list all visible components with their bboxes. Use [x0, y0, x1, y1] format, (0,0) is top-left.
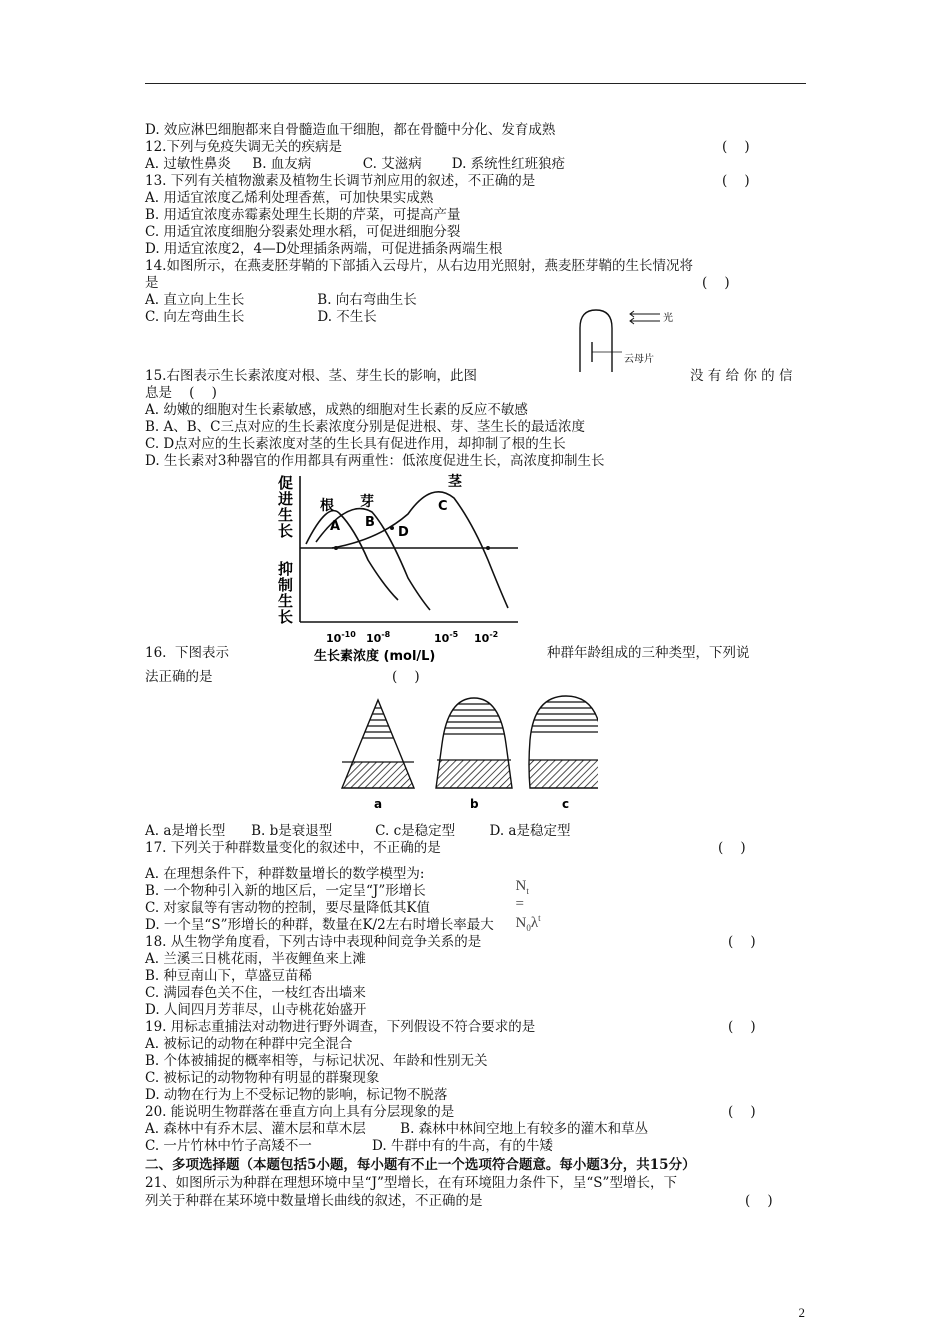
text-line-q15b: 息是 ( ): [145, 385, 217, 401]
text-line-sec2: 二、多项选择题（本题包括5小题，每小题有不止一个选项符合题意。每小题3分，共15分）: [145, 1157, 696, 1173]
text-line-q15C: C. D点对应的生长素浓度对茎的生长具有促进作用，却抑制了根的生长: [145, 436, 566, 452]
text-line-q17a: A. 在理想条件下，种群数量增长的数学模型为:: [145, 866, 425, 882]
mica-label: 云母片: [624, 354, 654, 365]
tick-1e-10: $10^{-10}$: [326, 630, 356, 645]
answer-paren: ( ): [728, 1019, 756, 1035]
auxin-graph: [268, 470, 528, 666]
answer-paren: ( ): [722, 139, 750, 155]
text-line-q16b: 法正确的是: [145, 669, 213, 685]
answer-paren: ( ): [722, 173, 750, 189]
header-rule: [145, 83, 806, 84]
point-B: B: [365, 515, 375, 530]
y-promote-3: 生: [278, 506, 294, 524]
text-line-q20: 20. 能说明生物群落在垂直方向上具有分层现象的是: [145, 1104, 455, 1120]
text-line-tail: 种群年龄组成的三种类型，下列说: [547, 645, 750, 661]
text-line-q17: 17. 下列关于种群数量变化的叙述中，不正确的是: [145, 840, 441, 856]
text-line-q19a: A. 被标记的动物在种群中完全混合: [145, 1036, 353, 1052]
tick-1e-8: $10^{-8}$: [366, 630, 391, 645]
text-line-q15a: 15.右图表示生长素浓度对根、茎、芽生长的影响，此图: [145, 368, 477, 384]
text-line-q18b: B. 种豆南山下，草盛豆苗稀: [145, 968, 313, 984]
y-inhibit-1: 抑: [278, 560, 294, 578]
text-line-q19d: D. 动物在行为上不受标记物的影响，标记物不脱落: [145, 1087, 448, 1103]
text-line-tail: 没 有 给 你 的 信: [690, 368, 793, 384]
text-line-q15A: A. 幼嫩的细胞对生长素敏感，成熟的细胞对生长素的反应不敏感: [145, 402, 528, 418]
text-line-q14o1: A. 直立向上生长 B. 向右弯曲生长: [145, 292, 417, 308]
tick-1e-5: $10^{-5}$: [434, 630, 459, 645]
light-label: 光: [663, 313, 673, 324]
pyramid-label-b: b: [470, 797, 479, 811]
text-line-q13c: C. 用适宜浓度细胞分裂素处理水稻，可促进细胞分裂: [145, 224, 461, 240]
text-line-q17c: C. 对家鼠等有害动物的控制，要尽量降低其K值: [145, 900, 431, 916]
y-label-inhibit: [278, 560, 298, 626]
text-line-q19: 19. 用标志重捕法对动物进行野外调查，下列假设不符合要求的是: [145, 1019, 536, 1035]
text-line-q13a: A. 用适宜浓度乙烯利处理香蕉，可加快果实成熟: [145, 190, 434, 206]
curve-label-stem: 茎: [448, 474, 462, 490]
y-promote-4: 长: [278, 522, 294, 540]
y-inhibit-4: 长: [278, 608, 294, 626]
curve-label-root: 根: [320, 498, 334, 514]
text-line-q15D: D. 生长素对3种器官的作用都具有两重性：低浓度促进生长，高浓度抑制生长: [145, 453, 605, 469]
answer-paren: ( ): [728, 1104, 756, 1120]
zero-marker-2: [486, 546, 490, 550]
text-line-q21a: 21、如图所示为种群在理想环境中呈“J”型增长，在有环境阻力条件下，呈“S”型增长，下: [145, 1175, 677, 1191]
text-line-q14: 14.如图所示，在燕麦胚芽鞘的下部插入云母片，从右边用光照射，燕麦胚芽鞘的生长情况将: [145, 258, 693, 274]
pyramid-label-a: a: [374, 797, 383, 811]
tick-1e-2: $10^{-2}$: [474, 630, 499, 645]
answer-paren: ( ): [392, 669, 420, 685]
text-line-q13: 13. 下列有关植物激素及植物生长调节剂应用的叙述，不正确的是: [145, 173, 536, 189]
text-line-q12o: A. 过敏性鼻炎 B. 血友病 C. 艾滋病 D. 系统性红班狼疮: [145, 156, 566, 172]
y-label-promote: [277, 474, 298, 540]
answer-paren: ( ): [718, 840, 746, 856]
page-number: 2: [798, 1305, 805, 1320]
point-A: A: [330, 519, 341, 534]
y-promote-2: 进: [278, 490, 294, 508]
formula-nt: $N_t$ = $N_0\lambda^t$: [515, 878, 541, 933]
answer-paren: ( ): [728, 934, 756, 950]
text-line-q15B: B. A、B、C三点对应的生长素浓度分别是促进根、芽、茎生长的最适浓度: [145, 419, 586, 435]
text-line-q18: 18. 从生物学角度看，下列古诗中表现种间竞争关系的是: [145, 934, 482, 950]
y-promote-1: 促: [278, 474, 294, 492]
curve-label-bud: 芽: [360, 494, 374, 510]
answer-paren: ( ): [745, 1193, 773, 1209]
text-line-q20o1: A. 森林中有乔木层、灌木层和草木层 B. 森林中林间空地上有较多的灌木和草丛: [145, 1121, 649, 1137]
text-line-q19b: B. 个体被捕捉的概率相等，与标记状况、年龄和性别无关: [145, 1053, 488, 1069]
coleoptile-outline: [580, 310, 612, 372]
text-line-q21b: 列关于种群在某环境中数量增长曲线的叙述，不正确的是: [145, 1193, 483, 1209]
text-line-q18d: D. 人间四月芳菲尽，山寺桃花始盛开: [145, 1002, 367, 1018]
text-line-q13d: D. 用适宜浓度2，4—D处理插条两端，可促进插条两端生根: [145, 241, 503, 257]
text-line-l1: D. 效应淋巴细胞都来自骨髓造血干细胞，都在骨髓中分化、发育成熟: [145, 122, 556, 138]
root-curve: [306, 511, 398, 600]
text-line-q14b: 是: [145, 275, 159, 291]
zero-marker-1: [334, 546, 338, 550]
text-line-q12: 12.下列与免疫失调无关的疾病是: [145, 139, 342, 155]
y-inhibit-2: 制: [278, 576, 294, 594]
text-line-q19c: C. 被标记的动物物种有明显的群聚现象: [145, 1070, 380, 1086]
answer-paren: ( ): [702, 275, 730, 291]
x-axis-label: 生长素浓度 (mol/L): [314, 649, 436, 664]
text-line-q17d: D. 一个呈“S”形增长的种群，数量在K/2左右时增长率最大: [145, 917, 494, 933]
text-line-q14o2: C. 向左弯曲生长 D. 不生长: [145, 309, 377, 325]
text-line-q20o2: C. 一片竹林中竹子高矮不一 D. 牛群中有的牛高，有的牛矮: [145, 1138, 553, 1154]
text-line-q16a: 16. 下图表示: [145, 645, 230, 661]
text-line-q17b: B. 一个物种引入新的地区后，一定呈“J”形增长: [145, 883, 426, 899]
point-D: D: [398, 525, 409, 540]
point-C: C: [438, 499, 448, 514]
text-line-q13b: B. 用适宜浓度赤霉素处理生长期的芹菜，可提高产量: [145, 207, 461, 223]
text-line-q16o: A. a是增长型 B. b是衰退型 C. c是稳定型 D. a是稳定型: [145, 823, 571, 839]
point-marker: [390, 526, 394, 530]
age-pyramids: [338, 694, 598, 818]
text-line-q18a: A. 兰溪三日桃花雨，半夜鲤鱼来上滩: [145, 951, 366, 967]
pyramid-label-c: c: [562, 797, 570, 811]
pyramid-a: [338, 708, 418, 788]
text-line-q18c: C. 满园春色关不住，一枝红杏出墙来: [145, 985, 366, 1001]
y-inhibit-3: 生: [278, 592, 294, 610]
pyramid-b: [434, 704, 514, 788]
coleoptile-figure: [570, 306, 680, 378]
